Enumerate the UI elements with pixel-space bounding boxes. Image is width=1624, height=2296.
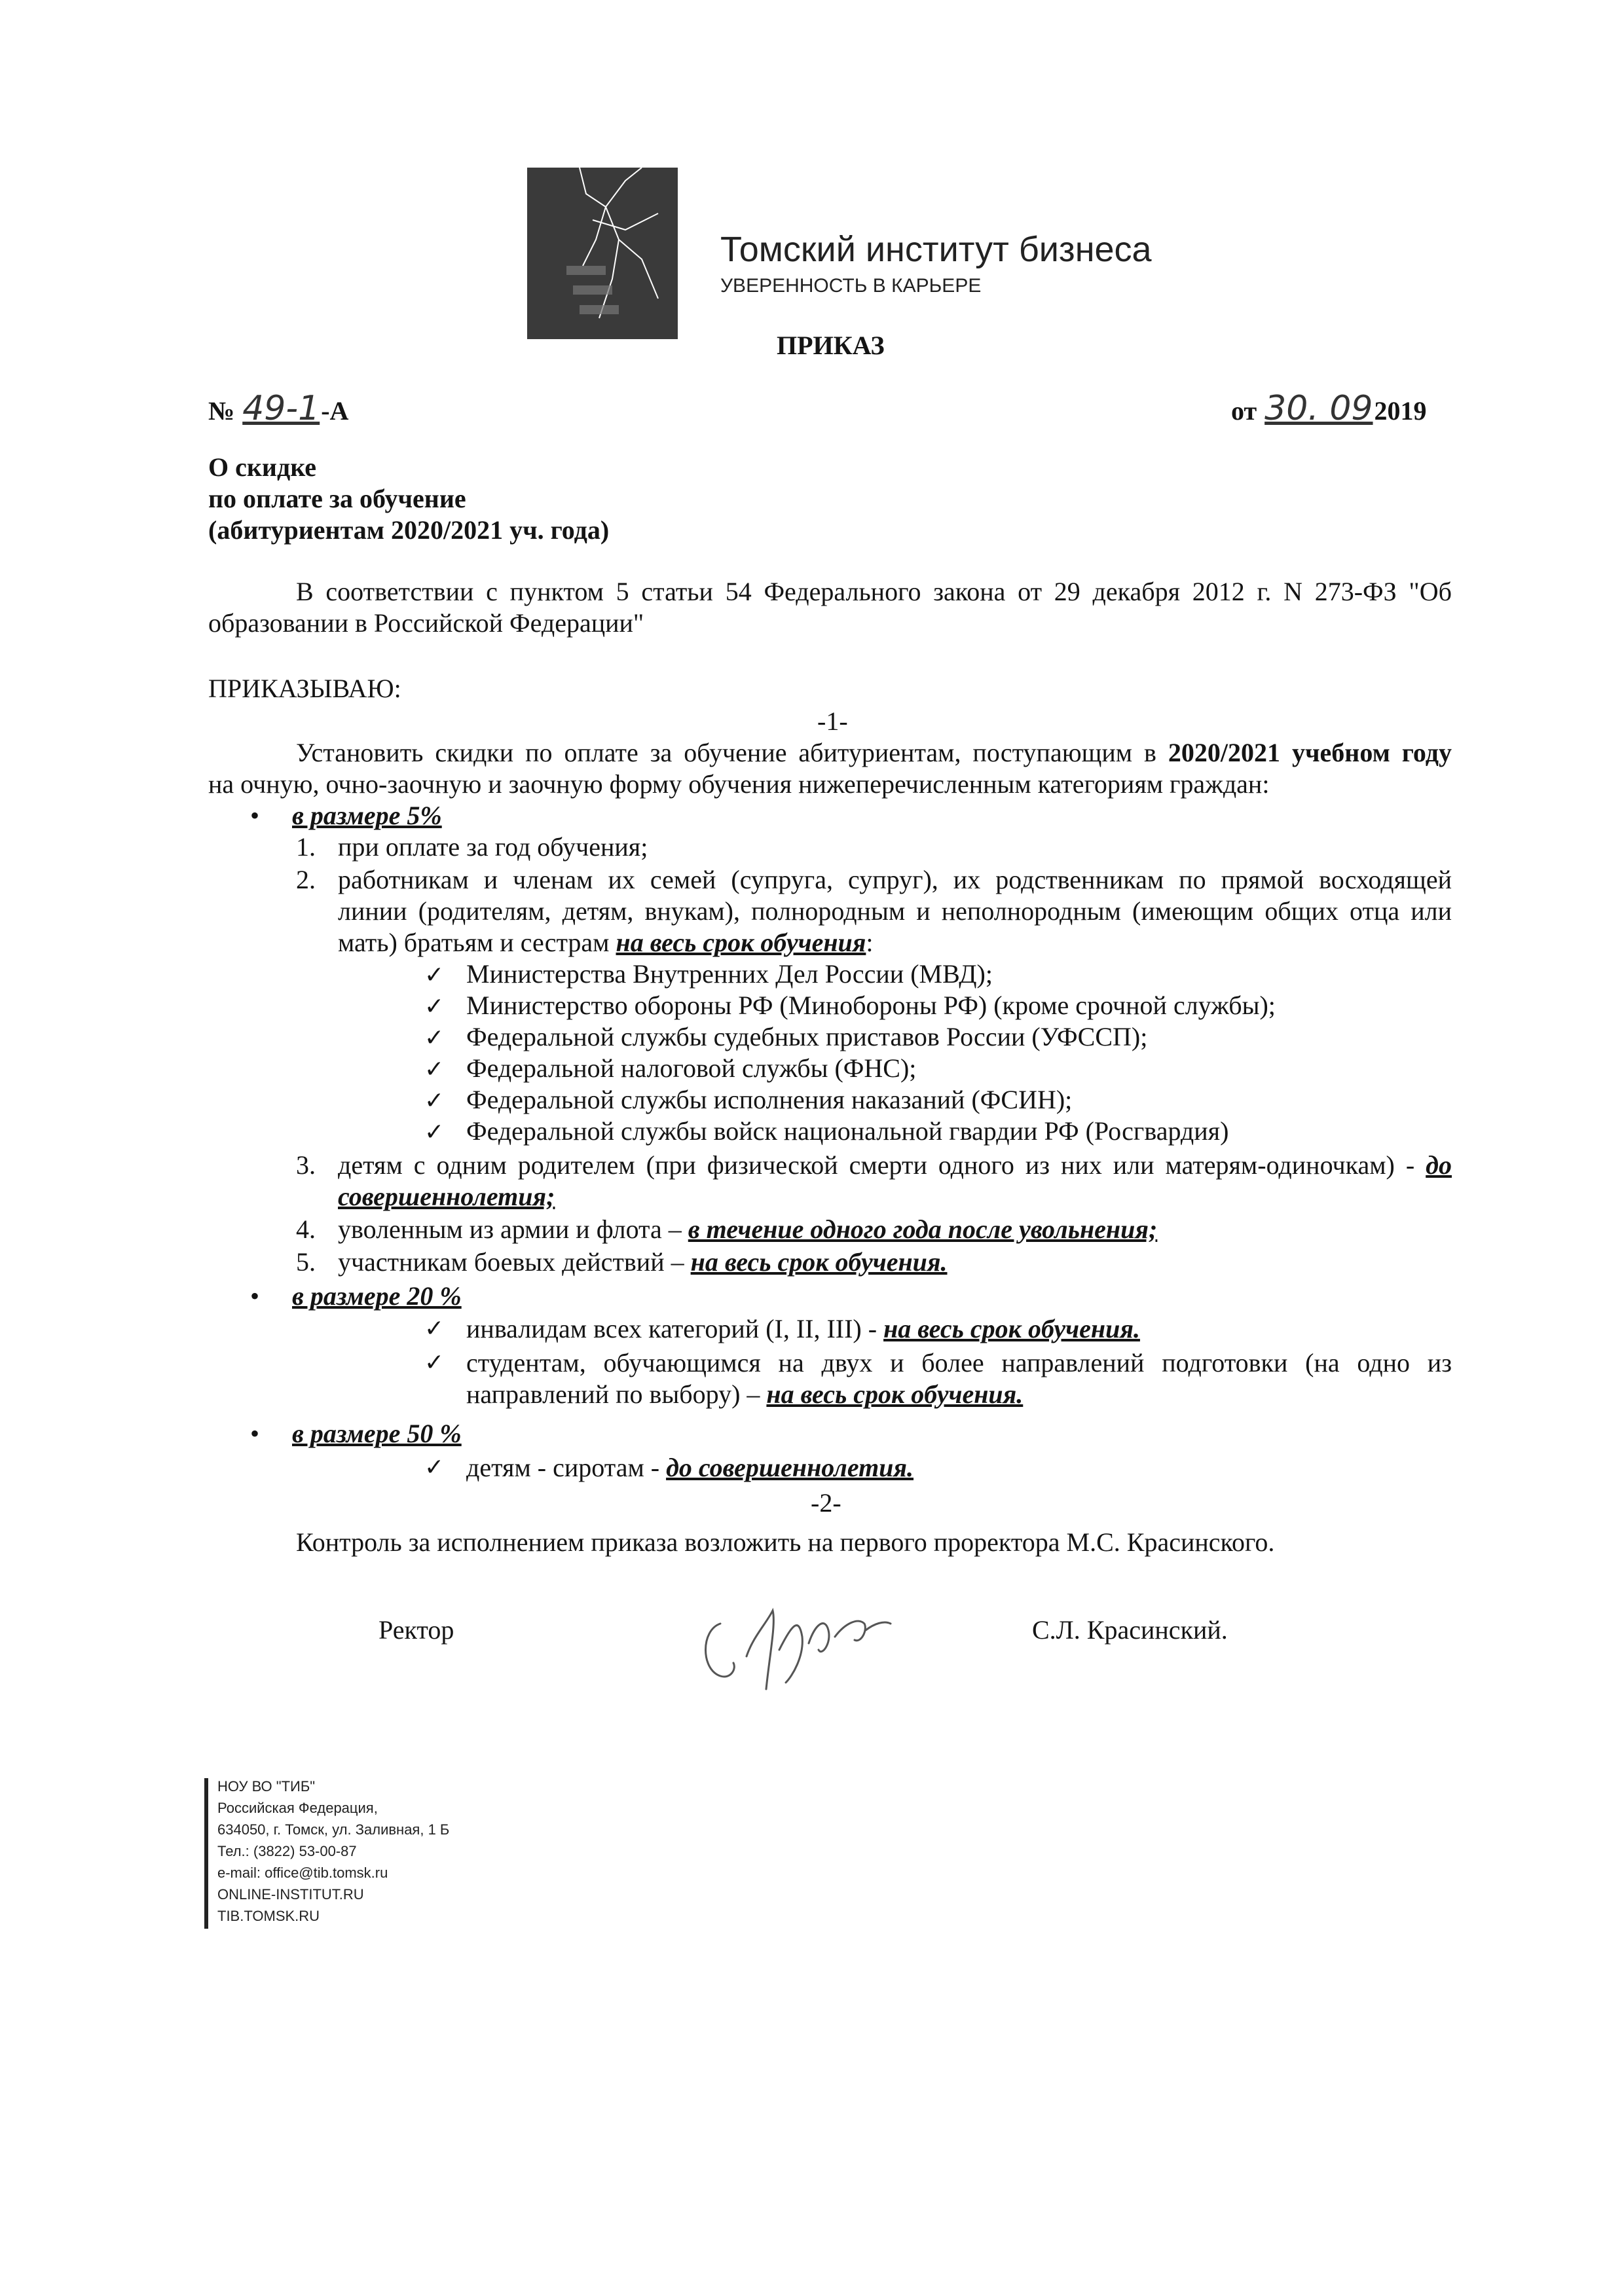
p20-1-term: на весь срок обучения. [883,1314,1140,1343]
check-icon: ✓ [424,1025,445,1051]
p50-1-text: детям - сиротам - [466,1453,660,1482]
section-1-marker: -1- [817,706,848,736]
item-4-text: уволенным из армии и флота – [338,1214,682,1244]
item-2-line-3 [338,927,874,958]
date-year: 2019 [1374,396,1427,426]
item-1-text: при оплате за год обучения; [338,832,648,862]
signature-name: С.Л. Красинский. [1032,1615,1228,1645]
org-item [424,990,1276,1021]
org-item [424,1021,1148,1053]
item-5-num: 5. [296,1247,316,1277]
signature-image [694,1584,904,1702]
p20-line-2: студентам, обучающимся на двух и более направлений подготовки (на одно из [466,1348,1452,1377]
item-3-num: 3. [296,1150,316,1180]
org-name: Томский институт бизнеса [720,230,1152,269]
footer-line: Российская Федерация, [217,1800,378,1816]
item-2-line-1: работникам и членам их семей (супруга, супруг), их родственникам по прямой восходящей [338,865,1452,894]
bullet-5-percent: в размере 5% [292,801,442,830]
order-date [1231,389,1427,428]
logo [527,168,678,339]
p50-line-1 [466,1452,913,1484]
subject-line-2: по оплате за обучение [208,484,466,513]
p20-2-term: на весь срок обучения. [766,1379,1024,1409]
p20-2-text: направлений по выбору) – [466,1379,760,1409]
check-icon: ✓ [424,1119,445,1146]
check-icon: ✓ [424,993,445,1020]
check-icon: ✓ [424,1315,445,1342]
org-item-label: Министерства Внутренних Дел России (МВД); [466,959,993,989]
item-5-term: на весь срок обучения. [690,1247,948,1277]
footer-line: Тел.: (3822) 53-00-87 [217,1843,357,1859]
intro-year: 2020/2021 учебном году [1168,738,1452,767]
order-title: ПРИКАЗ [777,331,885,360]
item-1-num: 1. [296,832,316,862]
signature-position: Ректор [378,1615,454,1645]
org-item-label: Федеральной налоговой службы (ФНС); [466,1053,917,1083]
item-3-line-1 [338,1150,1452,1181]
bullet-20-percent: в размере 20 % [292,1281,462,1311]
intro-text: Установить скидки по оплате за обучение абитуриентам, поступающим в [296,738,1156,767]
org-item-label: Федеральной службы исполнения наказаний (ФСИН); [466,1085,1073,1114]
org-list [424,958,1276,1147]
preamble-line-1: В соответствии с пунктом 5 статьи 54 Федерального закона от 29 декабря 2012 г. N 273-ФЗ "Об [296,577,1452,606]
order-word: ПРИКАЗЫВАЮ: [208,674,401,703]
intro-line-1 [296,737,1452,769]
org-item [424,1053,917,1084]
check-icon: ✓ [424,1056,445,1083]
section-2-text: Контроль за исполнением приказа возложить на первого проректора М.С. Красинского. [296,1527,1275,1557]
item-3-text: детям с одним родителем (при физической смерти одного из них или матерям-одиночкам) - [338,1150,1415,1180]
footer-line: TIB.TOMSK.RU [217,1908,320,1924]
org-item-label: Федеральной службы войск национальной гвардии РФ (Росгвардия) [466,1116,1229,1146]
p20-1-text: инвалидам всех категорий (I, II, III) - [466,1314,877,1343]
org-slogan: УВЕРЕННОСТЬ В КАРЬЕРЕ [720,275,982,297]
item-2-line-3-text: мать) братьям и сестрам [338,928,610,957]
check-icon: ✓ [424,1087,445,1114]
footer-line: НОУ ВО "ТИБ" [217,1778,316,1795]
item-2-colon: : [866,928,874,957]
item-3-term-start: до [1426,1150,1452,1180]
subject-line-1: О скидке [208,452,316,482]
item-5-line [338,1247,948,1278]
item-5-text: участникам боевых действий – [338,1247,684,1277]
org-item [424,1084,1073,1116]
section-2-marker: -2- [811,1488,841,1518]
item-3-term-end: совершеннолетия; [338,1182,555,1211]
handwritten-signature [694,1584,904,1702]
logo-mark [527,168,678,339]
org-item [424,1116,1229,1147]
check-icon: ✓ [424,962,445,989]
org-item [424,958,993,990]
date-prefix: от [1231,396,1257,426]
item-4-term: в течение одного года после увольнения; [688,1214,1158,1244]
p20-line-1 [466,1313,1140,1345]
number-prefix: № [208,396,235,426]
footer-rule [204,1778,208,1929]
item-2-num: 2. [296,865,316,894]
number-handwritten: 49-1 [242,389,320,428]
preamble-line-2: образовании в Российской Федерации" [208,608,644,638]
footer-block [217,1776,449,1927]
number-suffix: -А [321,396,349,426]
org-item-label: Федеральной службы судебных приставов России (УФССП); [466,1022,1148,1051]
bullet-50-percent: в размере 50 % [292,1419,462,1448]
item-2-term: на весь срок обучения [616,928,866,957]
check-icon: ✓ [424,1454,445,1481]
org-item-label: Министерство обороны РФ (Минобороны РФ) (кроме срочной службы); [466,991,1276,1020]
footer-line: e-mail: office@tib.tomsk.ru [217,1865,388,1881]
p50-1-term: до совершеннолетия. [666,1453,914,1482]
item-2-line-2: линии (родителям, детям, внукам), полнородным и неполнородным (имеющим общих отца или [338,896,1452,926]
subject-line-3: (абитуриентам 2020/2021 уч. года) [208,515,610,545]
order-number [208,389,349,428]
bullet-dot-20: • [250,1281,260,1311]
item-4-line [338,1214,1157,1245]
bullet-dot-50: • [250,1419,260,1448]
footer-line: 634050, г. Томск, ул. Заливная, 1 Б [217,1821,450,1838]
item-4-num: 4. [296,1214,316,1244]
footer-line: ONLINE-INSTITUT.RU [217,1886,364,1903]
bullet-dot-5: • [250,801,260,830]
intro-line-2: на очную, очно-заочную и заочную форму обучения нижеперечисленным категориям граждан: [208,769,1270,799]
p20-line-3 [466,1379,1023,1410]
check-icon: ✓ [424,1349,445,1376]
date-handwritten: 30. 09 [1264,389,1373,428]
